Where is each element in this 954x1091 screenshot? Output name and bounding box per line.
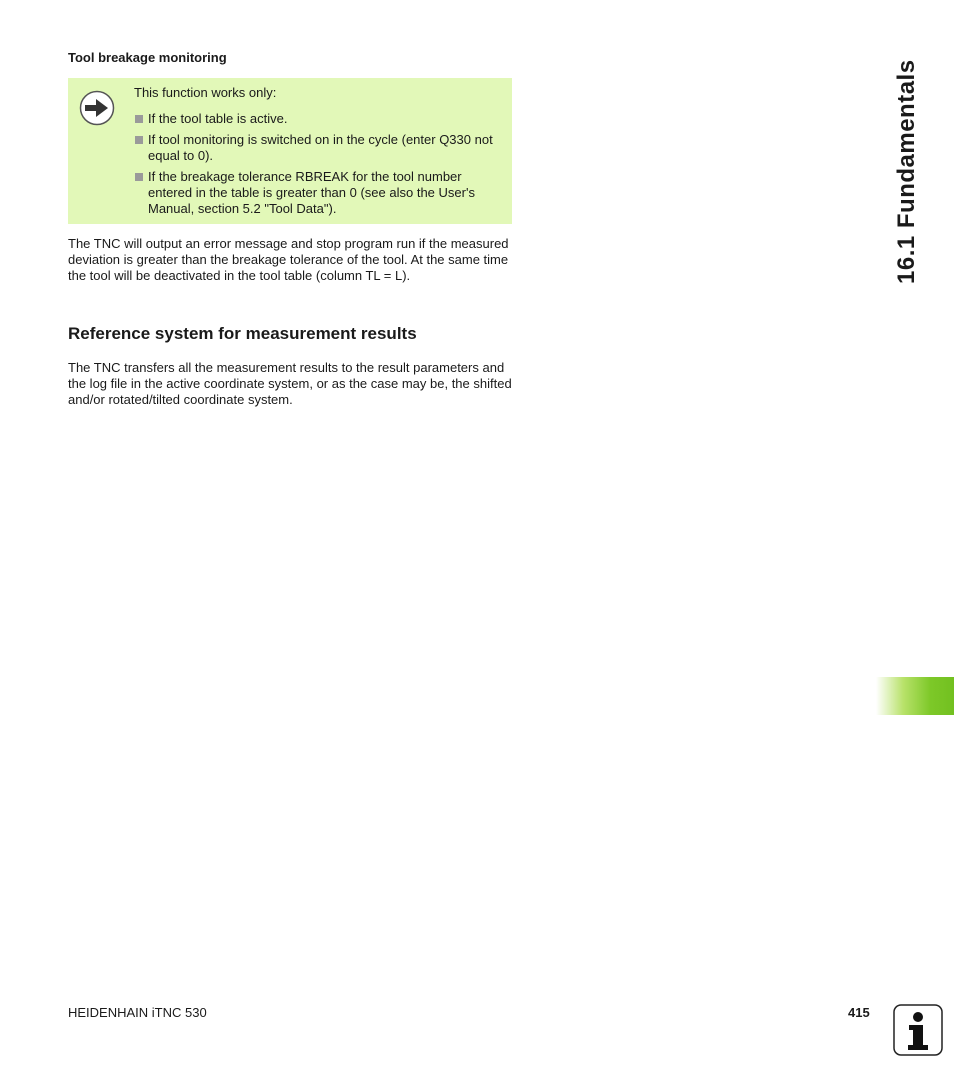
info-icon	[893, 1004, 943, 1056]
section-heading: Reference system for measurement results	[68, 324, 417, 343]
list-item	[134, 169, 506, 217]
chapter-tab-marker	[876, 677, 954, 715]
list-item	[134, 111, 506, 127]
list-item-text: If the tool table is active.	[148, 111, 288, 126]
note-list	[134, 111, 506, 217]
subsection-title: Tool breakage monitoring	[68, 50, 227, 65]
note-intro: This function works only:	[134, 85, 277, 100]
body-paragraph-error: The TNC will output an error message and stop program run if the measured deviation is greater than the breakage tolerance of the tool. At the same time the tool will be deactivated in the tool table (column TL = L).	[68, 236, 509, 283]
list-item	[134, 132, 506, 164]
bullet-square-icon	[135, 173, 143, 181]
arrow-right-icon	[79, 90, 115, 126]
note-box	[68, 78, 512, 224]
page-number: 415	[848, 1005, 870, 1020]
bullet-square-icon	[135, 136, 143, 144]
chapter-side-title: 16.1 Fundamentals	[893, 59, 920, 284]
body-paragraph-reference: The TNC transfers all the measurement results to the result parameters and the log file in the active coordinate system, or as the case may be, the shifted and/or rotated/tilted coordinate system.	[68, 360, 512, 407]
note-content	[134, 85, 506, 222]
list-item-text: If the breakage tolerance RBREAK for the tool number entered in the table is greater than 0 (see also the User's Manual, section 5.2 "Tool Data").	[148, 169, 475, 216]
footer-product-name: HEIDENHAIN iTNC 530	[68, 1005, 207, 1020]
list-item-text: If tool monitoring is switched on in the cycle (enter Q330 not equal to 0).	[148, 132, 493, 163]
bullet-square-icon	[135, 115, 143, 123]
